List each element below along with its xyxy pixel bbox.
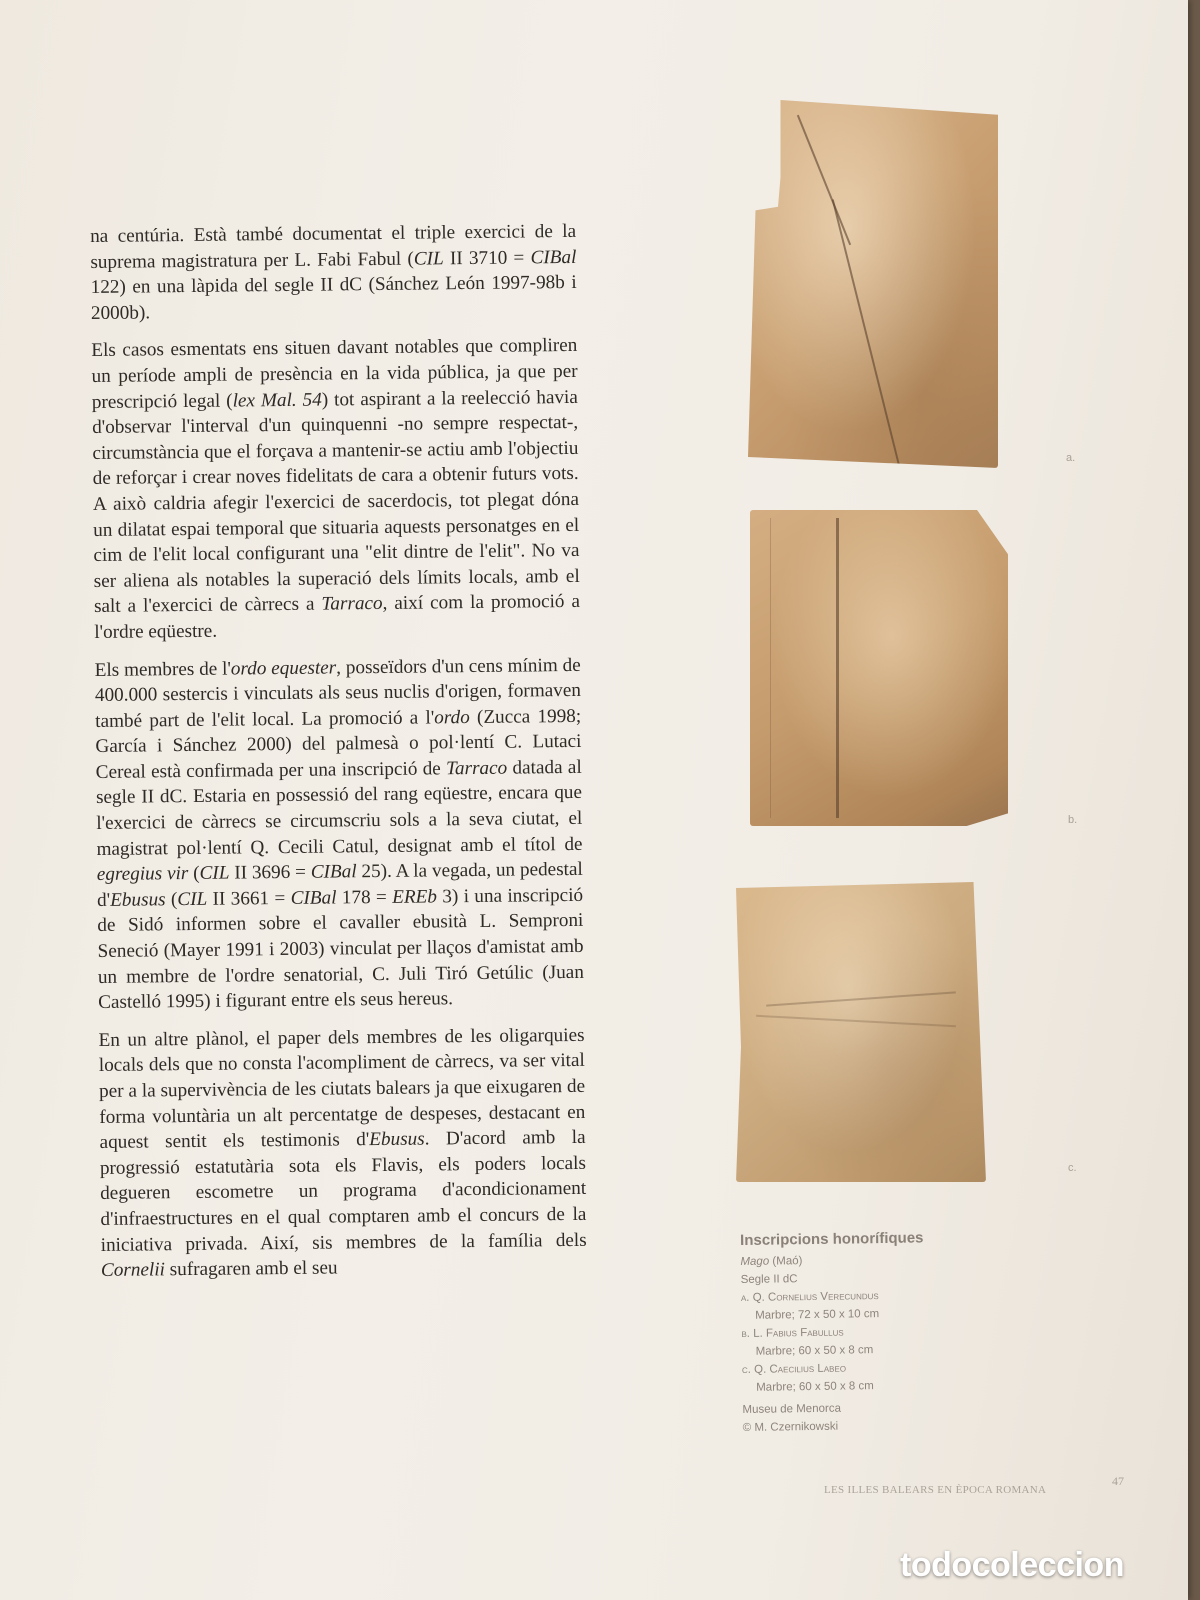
- paragraph: Els casos esmentats ens situen davant notables que compliren un període ampli de presència en la vida pública, ja que per prescripció legal (lex Mal. 54) tot aspirant a la reelecció havia d'observar l'interval d'un quinquenni -no sempre respectat-, circumstància que el forçava a mantenir-se actiu amb l'objectiu de reforçar i crear noves fidelitats de cara a obtenir futurs vots. A això caldria afegir l'exercici de sacerdocis, tot plegat dóna un dilatat espai temporal que situaria aquests personatges en el cim de l'elit local configurant una "elit dintre de l'elit". No va ser aliena als notables la superació dels límits locals, amb el salt a l'exercici de càrrecs a Tarraco, així com la promoció a l'ordre eqüestre.: [91, 335, 581, 643]
- figure-letter-b: b.: [1068, 814, 1078, 826]
- caption-material-a: Marbre; 72 x 50 x 10 cm: [755, 1308, 880, 1322]
- body-text-column: [90, 219, 587, 1296]
- paragraph: Els membres de l'ordo equester, posseïdors d'un cens mínim de 400.000 sestercis i vinculats als seus nuclis d'origen, formaven també part de l'elit local. La promoció a l'ordo (Zucca 1998; García i Sánchez 2000) del palmesà o pol·lentí C. Lutaci Cereal està confirmada per una inscripció de Tarraco datada al segle II dC. Estaria en possessió del rang eqüestre, encara que l'exercici de càrrecs se circumscriu sols a la seva ciutat, el magistrat pol·lentí Q. Cecili Catul, designat amb el títol de egregius vir (CIL II 3696 = CIBal 25). A la vegada, un pedestal d'Ebusus (CIL II 3661 = CIBal 178 = EREb 3) i una inscripció de Sidó informen sobre el cavaller ebusità L. Semproni Seneció (Mayer 1991 i 2003) vinculat per llaços d'amistat amb un membre de l'ordre senatorial, C. Juli Tiró Getúlic (Juan Castelló 1995) i figurant entre els seus hereus.: [94, 654, 584, 1014]
- caption-date: Segle II dC: [740, 1273, 798, 1286]
- caption-item-a: a. Q. Cornelius Verecundus: [740, 1290, 879, 1304]
- watermark-logo: todocoleccion: [900, 1546, 1124, 1584]
- caption-item-b: b. L. Fabius Fabullus: [741, 1326, 844, 1340]
- inscription-photo-a: [748, 100, 998, 468]
- figure-letter-c: c.: [1068, 1162, 1077, 1174]
- caption-title: Inscripcions honorífiques: [740, 1229, 924, 1249]
- paragraph: na centúria. Està també documentat el triple exercici de la suprema magistratura per L. Fabi Fabul (CIL II 3710 = CIBal 122) en una làpida del segle II dC (Sánchez León 1997-98b i 2000b).: [90, 220, 577, 324]
- page-number: 47: [1112, 1474, 1124, 1488]
- figure-caption: [740, 1229, 983, 1437]
- inscription-photo-c: [736, 882, 986, 1182]
- caption-place: Mago (Maó): [740, 1255, 803, 1268]
- paragraph: En un altre plànol, el paper dels membres de les oligarquies locals dels que no consta l'acompliment de càrrecs, va ser vital per a la supervivència de les ciutats balears ja que eixugaren de forma voluntària un alt percentatge de despeses, destacant en aquest sentit els testimonis d'Ebusus. D'acord amb la progressió estatutària sota els Flavis, els poders locals degueren escometre un programa d'acondicionament d'infraestructures en el qual comptaren amb el concurs de la iniciativa privada. Així, sis membres de la família dels Cornelii sufragaren amb el seu: [98, 1024, 587, 1282]
- caption-material-b: Marbre; 60 x 50 x 8 cm: [755, 1344, 874, 1358]
- caption-museum: Museu de Menorca: [742, 1402, 842, 1416]
- caption-item-c: c. Q. Caecilius Labeo: [741, 1362, 847, 1376]
- caption-credit: © M. Czernikowski: [742, 1420, 839, 1434]
- figure-letter-a: a.: [1066, 452, 1076, 464]
- running-title: LES ILLES BALEARS EN ÈPOCA ROMANA: [824, 1484, 1047, 1496]
- inscription-photo-b: [750, 510, 1008, 826]
- caption-material-c: Marbre; 60 x 50 x 8 cm: [756, 1380, 874, 1394]
